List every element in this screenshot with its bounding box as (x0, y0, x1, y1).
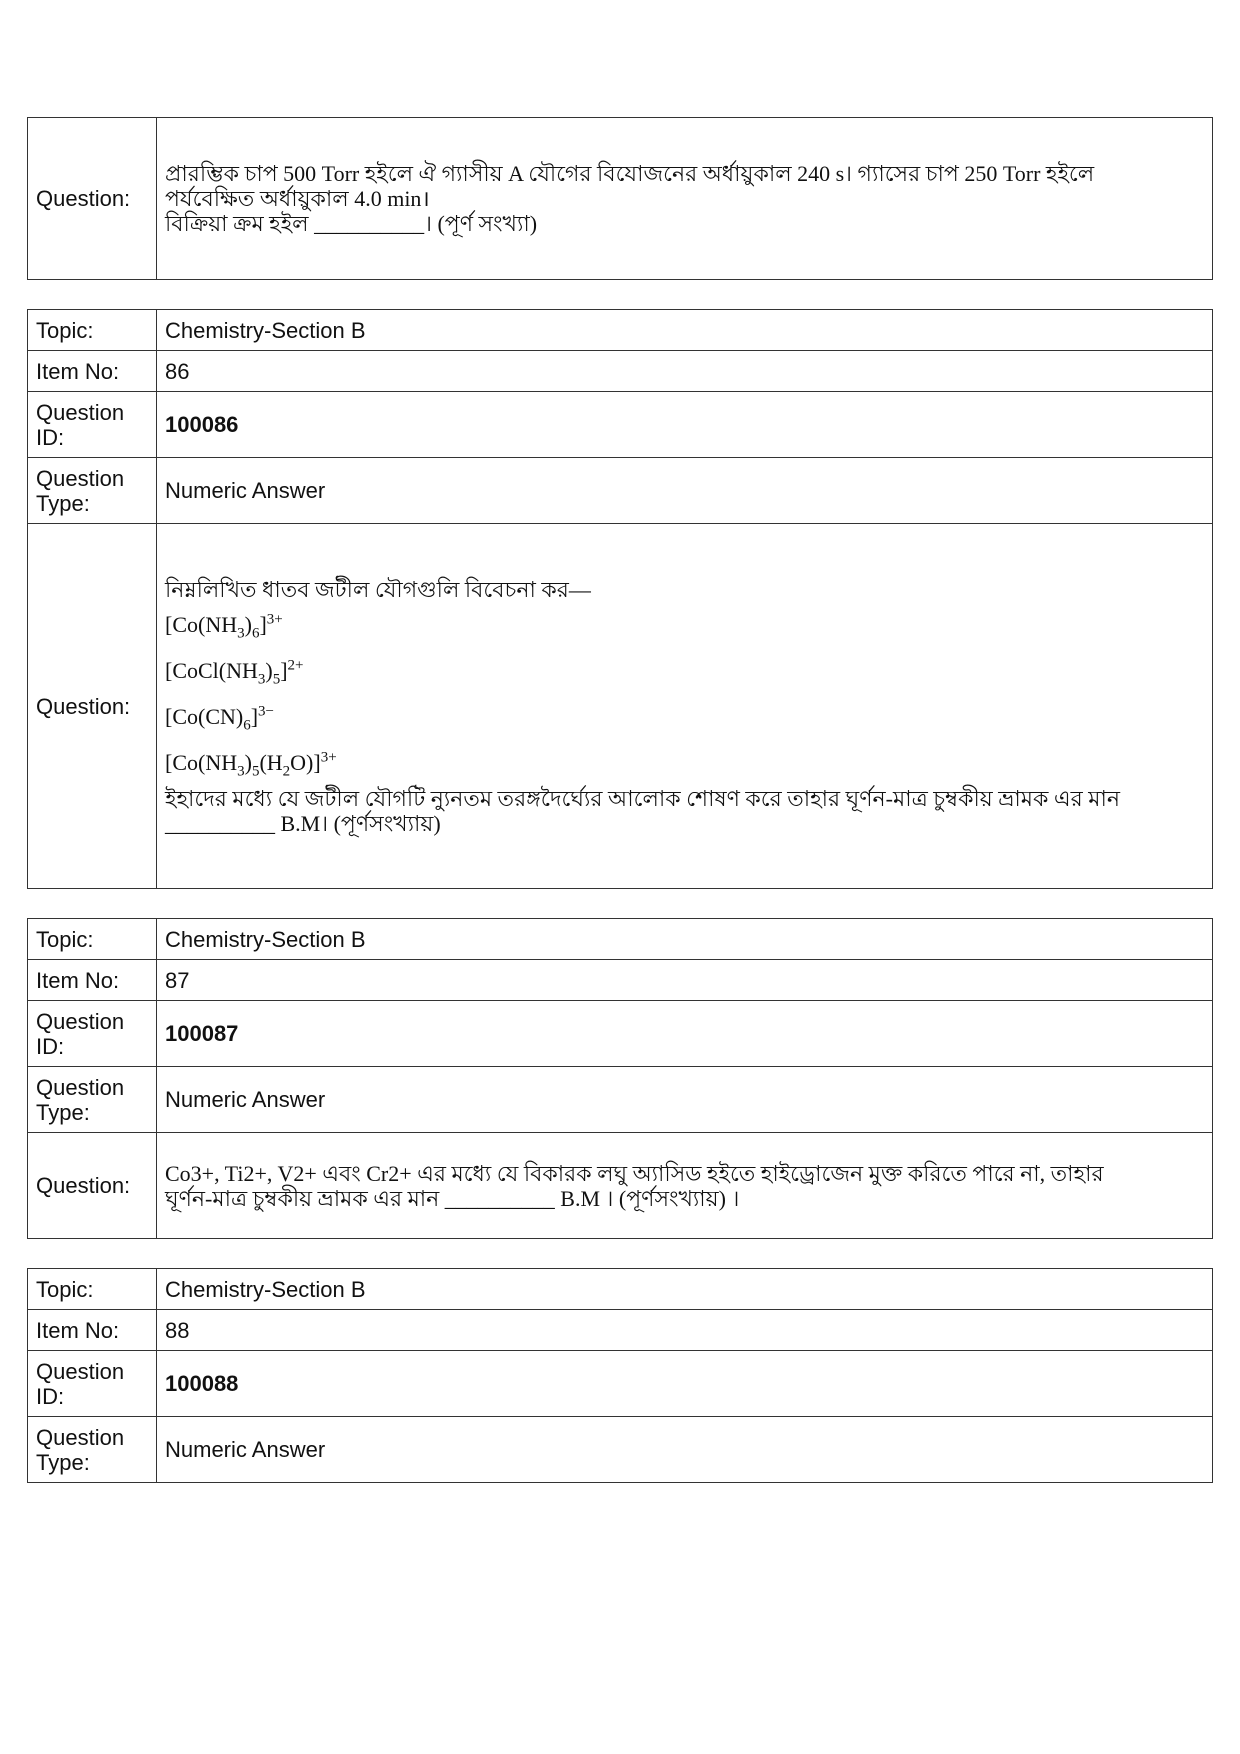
formula-list (165, 602, 1204, 786)
question-table-85 (27, 117, 1213, 280)
question-table-87 (27, 918, 1213, 1239)
topic-label: Topic: (28, 310, 157, 351)
question-id-value: 100087 (157, 1001, 1213, 1067)
item-no-value: 88 (157, 1310, 1213, 1351)
question-id-value: 100088 (157, 1351, 1213, 1417)
question-line: পর্যবেক্ষিত অর্ধায়ুকাল 4.0 min। (165, 186, 430, 211)
topic-label: Topic: (28, 1269, 157, 1310)
question-id-label: Question ID: (28, 392, 157, 458)
question-type-label: Question Type: (28, 1417, 157, 1483)
question-line: Co3+, Ti2+, V2+ এবং Cr2+ এর মধ্যে যে বিকারক লঘু অ্যাসিড হইতে হাইড্রোজেন মুক্ত করিতে পারে না, তাহার (165, 1160, 1104, 1186)
question-type-value: Numeric Answer (157, 1067, 1213, 1133)
question-type-value: Numeric Answer (157, 1417, 1213, 1483)
question-line: __________ B.M। (পূর্ণসংখ্যায়) (165, 810, 441, 836)
question-table-86 (27, 309, 1213, 889)
item-no-value: 87 (157, 960, 1213, 1001)
question-content (157, 1133, 1213, 1239)
question-label: Question: (28, 118, 157, 280)
question-line: প্রারম্ভিক চাপ 500 Torr হইলে ঐ গ্যাসীয় A যৌগের বিযোজনের অর্ধায়ুকাল 240 s। গ্যাসের চাপ 250 Torr হইলে (165, 161, 1095, 186)
question-line: ইহাদের মধ্যে যে জটীল যৌগটি ন্যুনতম তরঙ্গদৈর্ঘ্যের আলোক শোষণ করে তাহার ঘূর্ণন-মাত্র চুম্বকীয় ভ্রামক এর মান (165, 785, 1120, 811)
question-content (157, 118, 1213, 280)
question-id-value: 100086 (157, 392, 1213, 458)
question-intro: নিম্নলিখিত ধাতব জটীল যৌগগুলি বিবেচনা কর— (165, 576, 591, 602)
formula-3: $[Co(CN)_6]^{3-}$ (165, 703, 275, 733)
question-table-88 (27, 1268, 1213, 1483)
question-type-label: Question Type: (28, 1067, 157, 1133)
topic-label: Topic: (28, 919, 157, 960)
question-type-label: Question Type: (28, 458, 157, 524)
question-content (157, 524, 1213, 889)
item-no-label: Item No: (28, 351, 157, 392)
topic-value: Chemistry-Section B (157, 919, 1213, 960)
item-no-value: 86 (157, 351, 1213, 392)
formula-2: $[CoCl(NH_3)_5]^{2+}$ (165, 657, 304, 687)
formula-4: $[Co(NH_3)_5(H_2O)]^{3+}$ (165, 749, 337, 779)
item-no-label: Item No: (28, 960, 157, 1001)
question-line: বিক্রিয়া ক্রম হইল __________। (পূর্ণ সংখ্যা) (165, 211, 538, 236)
question-label: Question: (28, 1133, 157, 1239)
question-id-label: Question ID: (28, 1351, 157, 1417)
topic-value: Chemistry-Section B (157, 1269, 1213, 1310)
question-line: ঘূর্ণন-মাত্র চুম্বকীয় ভ্রামক এর মান __________ B.M । (পূর্ণসংখ্যায়) । (165, 1185, 740, 1211)
question-id-label: Question ID: (28, 1001, 157, 1067)
formula-1: $[Co(NH_3)_6]^{3+}$ (165, 611, 283, 641)
question-label: Question: (28, 524, 157, 889)
topic-value: Chemistry-Section B (157, 310, 1213, 351)
item-no-label: Item No: (28, 1310, 157, 1351)
question-type-value: Numeric Answer (157, 458, 1213, 524)
